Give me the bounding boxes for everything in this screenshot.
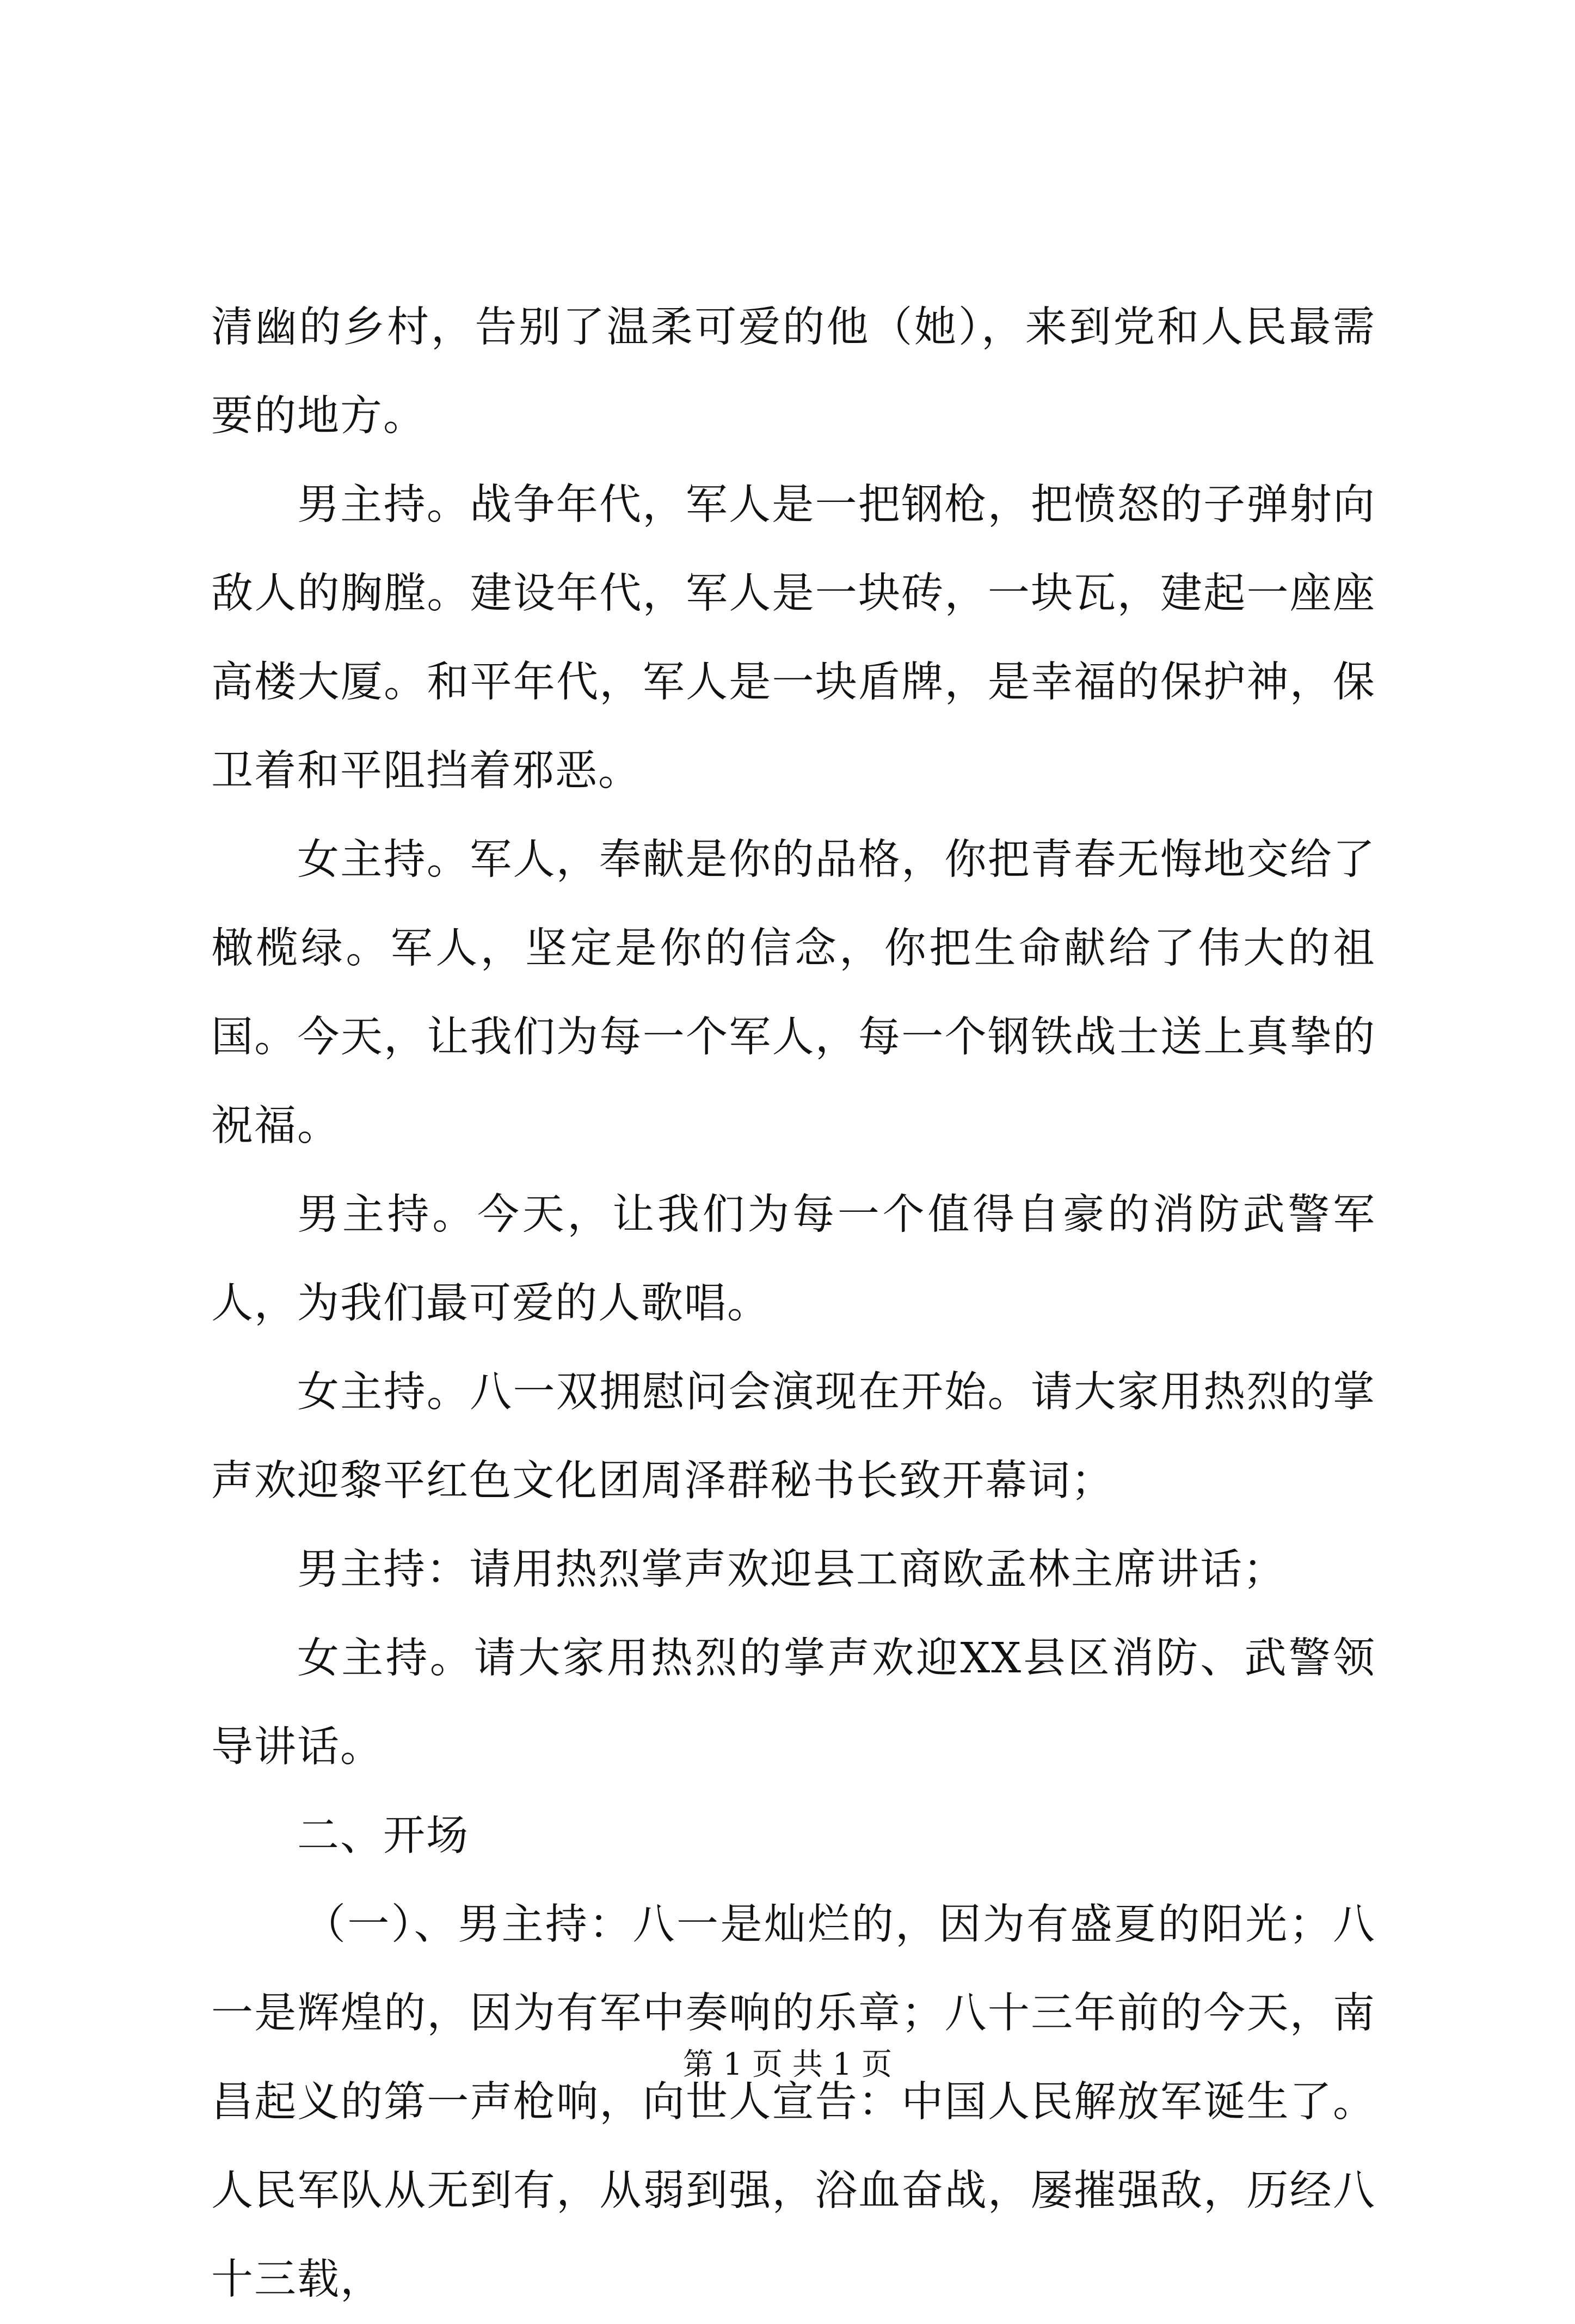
- paragraph-male-host-sing: 男主持。今天，让我们为每一个值得自豪的消防武警军人，为我们最可爱的人歌唱。: [211, 1191, 1376, 1328]
- paragraph-male-host-eras: 男主持。战争年代，军人是一把钢枪，把愤怒的子弹射向敌人的胸膛。建设年代，军人是一块砖，一块瓦，建起一座座高楼大厦。和平年代，军人是一块盾牌，是幸福的保护神，保卫着和平阻挡着邪恶。: [211, 481, 1376, 795]
- document-body: [211, 283, 1376, 2324]
- paragraph-female-host-leaders: 女主持。请大家用热烈的掌声欢迎XX县区消防、武警领导讲话。: [211, 1634, 1376, 1771]
- section-heading-opening: 二、开场: [297, 1812, 469, 1860]
- paragraph-female-host-dedication: 女主持。军人，奉献是你的品格，你把青春无悔地交给了橄榄绿。军人，坚定是你的信念，你把生命献给了伟大的祖国。今天，让我们为每一个军人，每一个钢铁战士送上真挚的祝福。: [211, 836, 1376, 1150]
- paragraph-subsection-one: （一）、男主持：八一是灿烂的，因为有盛夏的阳光；八一是辉煌的，因为有军中奏响的乐章；八十三年前的今天，南昌起义的第一声枪响，向世人宣告：中国人民解放军诞生了。人民军队从无到有，从弱到强，浴血奋战，屡摧强敌，历经八十三载，: [211, 1900, 1376, 2304]
- paragraph-male-host-speech: 男主持：请用热烈掌声欢迎县工商欧孟林主席讲话；: [297, 1546, 1286, 1594]
- page-footer: 第 1 页 共 1 页: [682, 2047, 893, 2082]
- paragraph-continuation: 清幽的乡村，告别了温柔可爱的他（她），来到党和人民最需要的地方。: [211, 303, 1376, 440]
- paragraph-female-host-opening: 女主持。八一双拥慰问会演现在开始。请大家用热烈的掌声欢迎黎平红色文化团周泽群秘书长致开幕词；: [211, 1368, 1376, 1505]
